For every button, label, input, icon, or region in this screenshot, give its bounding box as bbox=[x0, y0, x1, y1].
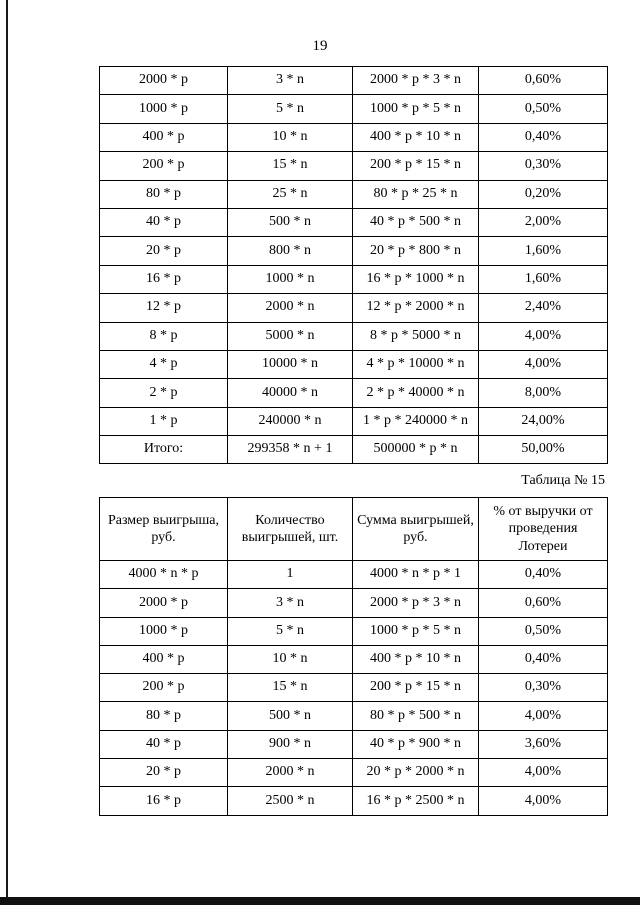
cell-revenue-percent: 3,60% bbox=[479, 730, 608, 758]
cell-revenue-percent: 0,60% bbox=[479, 67, 608, 95]
table-row bbox=[100, 702, 608, 730]
cell-prize-count: 500 * n bbox=[228, 702, 353, 730]
cell-revenue-percent: 0,20% bbox=[479, 180, 608, 208]
cell-prize-count: 10 * n bbox=[228, 645, 353, 673]
cell-prize-count: 240000 * n bbox=[228, 407, 353, 435]
cell-prize-size: 80 * p bbox=[100, 180, 228, 208]
cell-revenue-percent: 0,50% bbox=[479, 95, 608, 123]
cell-revenue-percent: 1,60% bbox=[479, 265, 608, 293]
cell-prize-sum: 8 * p * 5000 * n bbox=[353, 322, 479, 350]
cell-prize-size: 8 * p bbox=[100, 322, 228, 350]
table-row bbox=[100, 95, 608, 123]
cell-prize-size: 80 * p bbox=[100, 702, 228, 730]
cell-revenue-percent: 2,00% bbox=[479, 208, 608, 236]
table-row bbox=[100, 589, 608, 617]
cell-prize-sum: 2 * p * 40000 * n bbox=[353, 379, 479, 407]
cell-prize-size: 400 * p bbox=[100, 123, 228, 151]
table-header-row bbox=[100, 498, 608, 561]
cell-revenue-percent: 0,30% bbox=[479, 152, 608, 180]
cell-prize-sum: 16 * p * 1000 * n bbox=[353, 265, 479, 293]
cell-prize-size: 12 * p bbox=[100, 294, 228, 322]
cell-revenue-percent: 0,40% bbox=[479, 645, 608, 673]
cell-prize-sum: 400 * p * 10 * n bbox=[353, 123, 479, 151]
prize-table-15-body bbox=[100, 498, 608, 816]
cell-prize-size: 2000 * p bbox=[100, 67, 228, 95]
cell-revenue-percent: 1,60% bbox=[479, 237, 608, 265]
cell-revenue-percent: 50,00% bbox=[479, 436, 608, 464]
cell-prize-sum: 80 * p * 25 * n bbox=[353, 180, 479, 208]
cell-prize-sum: 400 * p * 10 * n bbox=[353, 645, 479, 673]
table-row bbox=[100, 208, 608, 236]
cell-prize-size: 20 * p bbox=[100, 759, 228, 787]
cell-prize-count: 10 * n bbox=[228, 123, 353, 151]
prize-table-continued bbox=[99, 66, 608, 464]
cell-revenue-percent: 24,00% bbox=[479, 407, 608, 435]
cell-prize-size: Итого: bbox=[100, 436, 228, 464]
table-row bbox=[100, 730, 608, 758]
cell-prize-size: 16 * p bbox=[100, 265, 228, 293]
prize-table-15 bbox=[99, 497, 608, 816]
header-prize-count: Количество выигрышей, шт. bbox=[228, 498, 353, 561]
cell-prize-count: 1 bbox=[228, 561, 353, 589]
table-row bbox=[100, 322, 608, 350]
scan-edge-left bbox=[6, 0, 8, 905]
cell-prize-count: 15 * n bbox=[228, 152, 353, 180]
cell-prize-size: 4 * p bbox=[100, 350, 228, 378]
cell-prize-size: 16 * p bbox=[100, 787, 228, 815]
table-row bbox=[100, 350, 608, 378]
table-row bbox=[100, 180, 608, 208]
cell-prize-count: 2000 * n bbox=[228, 294, 353, 322]
cell-revenue-percent: 2,40% bbox=[479, 294, 608, 322]
table-row bbox=[100, 561, 608, 589]
cell-prize-sum: 200 * p * 15 * n bbox=[353, 674, 479, 702]
cell-prize-count: 40000 * n bbox=[228, 379, 353, 407]
cell-prize-size: 40 * p bbox=[100, 730, 228, 758]
table-row bbox=[100, 123, 608, 151]
cell-prize-count: 3 * n bbox=[228, 67, 353, 95]
cell-prize-sum: 1000 * p * 5 * n bbox=[353, 617, 479, 645]
table-row bbox=[100, 407, 608, 435]
cell-prize-count: 5 * n bbox=[228, 95, 353, 123]
cell-prize-count: 5 * n bbox=[228, 617, 353, 645]
cell-revenue-percent: 4,00% bbox=[479, 350, 608, 378]
page-number: 19 bbox=[312, 38, 328, 54]
cell-prize-sum: 200 * p * 15 * n bbox=[353, 152, 479, 180]
cell-revenue-percent: 4,00% bbox=[479, 759, 608, 787]
cell-revenue-percent: 4,00% bbox=[479, 702, 608, 730]
prize-table-continued-body bbox=[100, 67, 608, 464]
cell-prize-count: 3 * n bbox=[228, 589, 353, 617]
cell-revenue-percent: 4,00% bbox=[479, 787, 608, 815]
cell-prize-size: 2000 * p bbox=[100, 589, 228, 617]
cell-prize-size: 4000 * n * p bbox=[100, 561, 228, 589]
table-row bbox=[100, 237, 608, 265]
cell-prize-sum: 2000 * p * 3 * n bbox=[353, 589, 479, 617]
cell-revenue-percent: 0,30% bbox=[479, 674, 608, 702]
cell-prize-count: 5000 * n bbox=[228, 322, 353, 350]
cell-revenue-percent: 0,60% bbox=[479, 589, 608, 617]
cell-revenue-percent: 8,00% bbox=[479, 379, 608, 407]
cell-prize-size: 20 * p bbox=[100, 237, 228, 265]
cell-prize-size: 400 * p bbox=[100, 645, 228, 673]
cell-prize-sum: 80 * p * 500 * n bbox=[353, 702, 479, 730]
table-caption: Таблица № 15 bbox=[521, 473, 605, 488]
cell-prize-count: 500 * n bbox=[228, 208, 353, 236]
table-row bbox=[100, 617, 608, 645]
table-row bbox=[100, 67, 608, 95]
header-prize-size: Размер выигрыша, руб. bbox=[100, 498, 228, 561]
cell-prize-size: 1 * p bbox=[100, 407, 228, 435]
cell-prize-sum: 12 * p * 2000 * n bbox=[353, 294, 479, 322]
cell-prize-count: 1000 * n bbox=[228, 265, 353, 293]
cell-prize-sum: 2000 * p * 3 * n bbox=[353, 67, 479, 95]
cell-prize-sum: 1000 * p * 5 * n bbox=[353, 95, 479, 123]
cell-prize-count: 10000 * n bbox=[228, 350, 353, 378]
table-row bbox=[100, 294, 608, 322]
header-prize-sum: Сумма выигрышей, руб. bbox=[353, 498, 479, 561]
cell-prize-sum: 20 * p * 800 * n bbox=[353, 237, 479, 265]
cell-prize-count: 2500 * n bbox=[228, 787, 353, 815]
table-row bbox=[100, 645, 608, 673]
table-row bbox=[100, 759, 608, 787]
cell-prize-size: 200 * p bbox=[100, 674, 228, 702]
cell-prize-sum: 40 * p * 500 * n bbox=[353, 208, 479, 236]
cell-prize-sum: 4000 * n * p * 1 bbox=[353, 561, 479, 589]
cell-prize-count: 900 * n bbox=[228, 730, 353, 758]
cell-prize-sum: 500000 * p * n bbox=[353, 436, 479, 464]
cell-prize-count: 25 * n bbox=[228, 180, 353, 208]
cell-revenue-percent: 0,40% bbox=[479, 123, 608, 151]
table-row bbox=[100, 674, 608, 702]
scan-edge-bottom bbox=[0, 897, 640, 905]
cell-prize-size: 1000 * p bbox=[100, 617, 228, 645]
cell-prize-count: 299358 * n + 1 bbox=[228, 436, 353, 464]
cell-prize-sum: 4 * p * 10000 * n bbox=[353, 350, 479, 378]
cell-revenue-percent: 4,00% bbox=[479, 322, 608, 350]
table-row bbox=[100, 152, 608, 180]
table-row bbox=[100, 379, 608, 407]
cell-prize-sum: 20 * p * 2000 * n bbox=[353, 759, 479, 787]
cell-revenue-percent: 0,50% bbox=[479, 617, 608, 645]
cell-prize-sum: 1 * p * 240000 * n bbox=[353, 407, 479, 435]
cell-prize-count: 15 * n bbox=[228, 674, 353, 702]
cell-prize-count: 2000 * n bbox=[228, 759, 353, 787]
header-revenue-percent: % от выручки от проведения Лотереи bbox=[479, 498, 608, 561]
cell-revenue-percent: 0,40% bbox=[479, 561, 608, 589]
cell-prize-sum: 16 * p * 2500 * n bbox=[353, 787, 479, 815]
cell-prize-size: 1000 * p bbox=[100, 95, 228, 123]
cell-prize-size: 40 * p bbox=[100, 208, 228, 236]
table-row bbox=[100, 265, 608, 293]
cell-prize-count: 800 * n bbox=[228, 237, 353, 265]
table-row bbox=[100, 436, 608, 464]
cell-prize-size: 2 * p bbox=[100, 379, 228, 407]
cell-prize-size: 200 * p bbox=[100, 152, 228, 180]
cell-prize-sum: 40 * p * 900 * n bbox=[353, 730, 479, 758]
table-row bbox=[100, 787, 608, 815]
